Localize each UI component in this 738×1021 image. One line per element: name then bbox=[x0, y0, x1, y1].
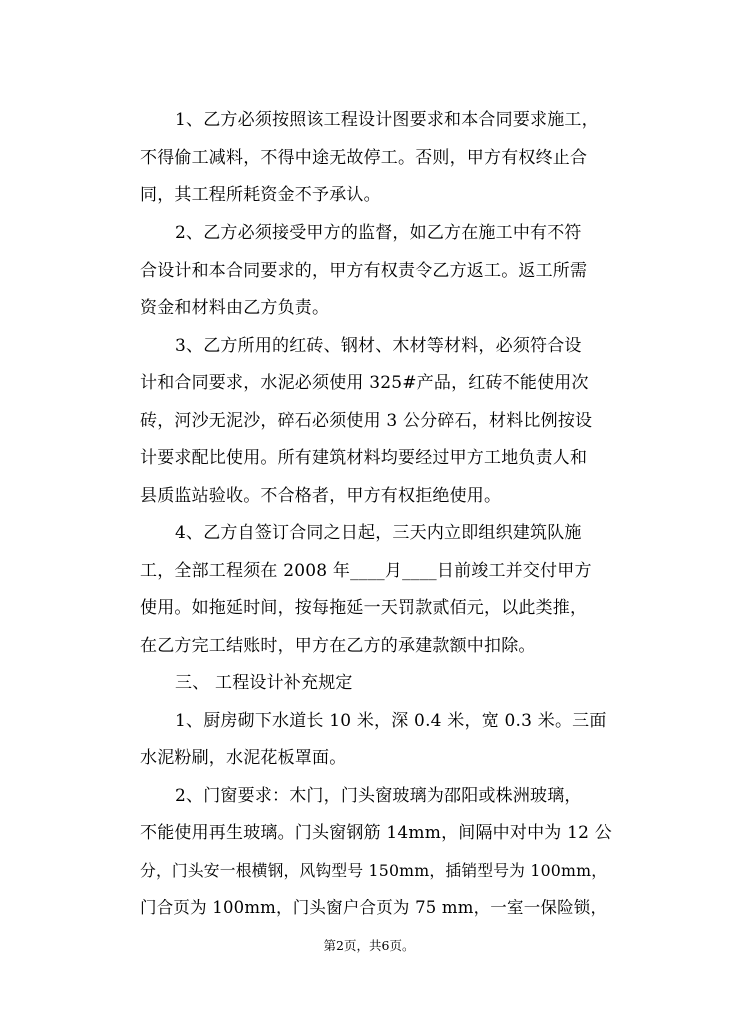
paragraph-2-line-3: 资金和材料由乙方负责。 bbox=[140, 298, 330, 318]
paragraph-4-line-4: 在乙方完工结账时，甲方在乙方的承建款额中扣除。 bbox=[140, 636, 536, 656]
paragraph-6-line-1: 2、门窗要求：木门，门头窗玻璃为邵阳或株洲玻璃， bbox=[175, 786, 582, 806]
paragraph-3-line-5: 县质监站验收。不合格者，甲方有权拒绝使用。 bbox=[140, 486, 502, 506]
page-number-footer: 第2页，共6页。 bbox=[323, 938, 415, 953]
paragraph-6-line-2: 不能使用再生玻璃。门头窗钢筋 14mm，间隔中对中为 12 公 bbox=[140, 823, 612, 843]
paragraph-1-line-2: 不得偷工减料，不得中途无故停工。否则，甲方有权终止合 bbox=[140, 148, 588, 168]
paragraph-4-line-3: 使用。如拖延时间，按每拖延一天罚款贰佰元，以此类推， bbox=[140, 598, 588, 618]
paragraph-2-line-2: 合设计和本合同要求的，甲方有权责令乙方返工。返工所需 bbox=[140, 261, 588, 281]
paragraph-6-line-3: 分，门头安一根横钢，风钩型号 150mm，插销型号为 100mm， bbox=[140, 861, 608, 880]
paragraph-4-line-1: 4、乙方自签订合同之日起，三天内立即组织建筑队施 bbox=[175, 523, 582, 543]
paragraph-5-line-2: 水泥粉刷，水泥花板罩面。 bbox=[140, 748, 347, 768]
paragraph-5-line-1: 1、厨房砌下水道长 10 米，深 0.4 米，宽 0.3 米。三面 bbox=[175, 711, 607, 731]
paragraph-3-line-3: 砖，河沙无泥沙，碎石必须使用 3 公分碎石，材料比例按设 bbox=[140, 411, 593, 431]
paragraph-1-line-3: 同，其工程所耗资金不予承认。 bbox=[140, 185, 381, 205]
paragraph-3-line-1: 3、乙方所用的红砖、钢材、木材等材料，必须符合设 bbox=[175, 336, 582, 356]
paragraph-6-line-4: 门合页为 100mm，门头窗户合页为 75 mm，一室一保险锁， bbox=[140, 898, 608, 917]
paragraph-1-line-1: 1、乙方必须按照该工程设计图要求和本合同要求施工， bbox=[175, 110, 599, 130]
section-heading: 三、 工程设计补充规定 bbox=[175, 673, 353, 693]
paragraph-3-line-4: 计要求配比使用。所有建筑材料均要经过甲方工地负责人和 bbox=[140, 448, 588, 468]
paragraph-4-line-2: 工，全部工程须在 2008 年____月____日前竣工并交付甲方 bbox=[140, 561, 592, 581]
paragraph-3-line-2: 计和合同要求，水泥必须使用 325#产品，红砖不能使用次 bbox=[140, 373, 589, 393]
paragraph-2-line-1: 2、乙方必须接受甲方的监督，如乙方在施工中有不符 bbox=[175, 223, 582, 243]
